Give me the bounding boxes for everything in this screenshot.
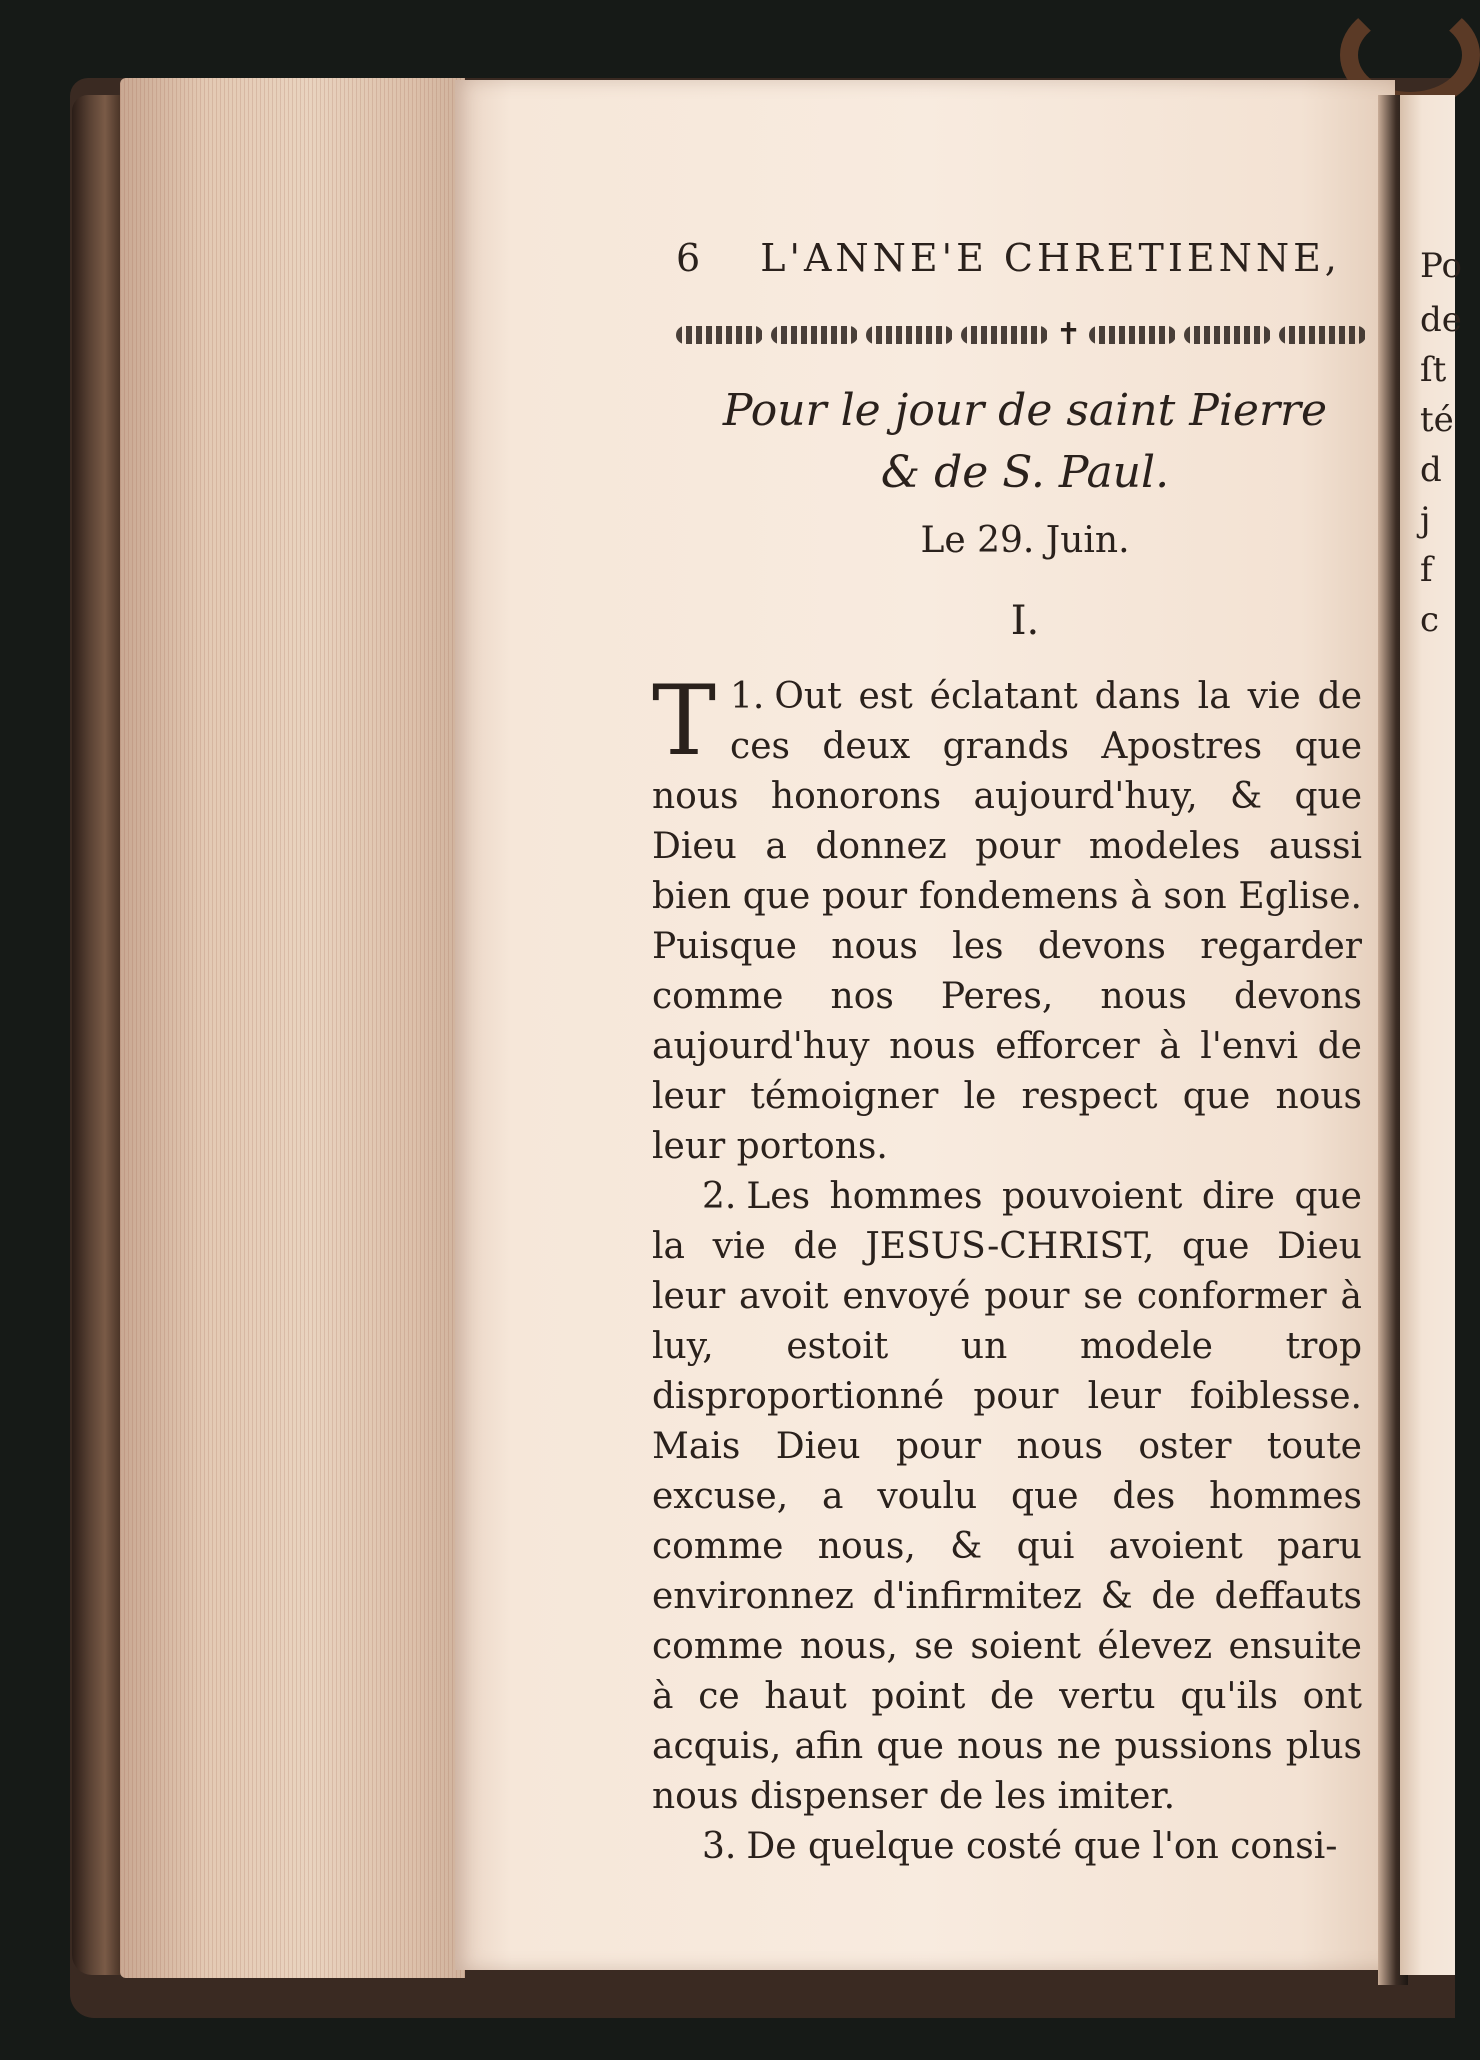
fleuron-icon <box>1279 326 1366 344</box>
paragraph-text: Les hommes pouvoient dire que la vie de JESUS-CHRIST, que Dieu leur avoit envoyé pour se conformer à luy, estoit un modele trop disproportionné pour leur foiblesse. Mais Dieu pour nous oster toute excuse, a voulu que des hommes comme nous, & qui avoient paru environnez d'infirmitez & de deffauts comme nous, se soient élevez ensuite à ce haut point de vertu qu'ils ont acquis, afin que nous ne pussions plus nous dispenser de les imiter. <box>652 1176 1362 1817</box>
page-edges <box>120 78 465 1978</box>
running-head <box>676 236 1356 292</box>
feast-date: Le 29. Juin. <box>920 520 1130 561</box>
right-page-fragment: d <box>1420 450 1442 490</box>
paragraph-number: 2. <box>702 1176 737 1217</box>
feast-title-line-1: Pour le jour de saint Pierre <box>722 385 1328 436</box>
right-page-fragment: té <box>1420 400 1454 440</box>
fleuron-icon <box>961 326 1048 344</box>
paragraph-number: 3. <box>702 1826 737 1867</box>
running-title: L'ANNE'E CHRETIENNE, <box>760 236 1341 280</box>
paragraph-number: 1. <box>730 676 765 717</box>
ornament-band <box>676 318 1366 352</box>
right-page-fragment: Po <box>1420 246 1462 286</box>
right-page-fragment: de <box>1420 300 1462 340</box>
paragraph-2 <box>652 1172 1362 1822</box>
body-text <box>652 665 1362 1872</box>
paragraph-3 <box>652 1822 1362 1872</box>
paragraph-text: De quelque costé que l'on consi- <box>746 1826 1338 1867</box>
cross-icon: ✝ <box>1055 317 1082 352</box>
fleuron-icon <box>771 326 858 344</box>
right-page-fragment: c <box>1420 600 1440 640</box>
fleuron-icon <box>1184 326 1271 344</box>
drop-cap: T <box>652 665 717 777</box>
page-number: 6 <box>676 236 705 280</box>
fleuron-icon <box>866 326 953 344</box>
fleuron-icon <box>676 326 763 344</box>
right-page-fragment: f <box>1420 550 1433 590</box>
right-page-fragment: j <box>1420 500 1431 540</box>
section-number: I. <box>1010 598 1040 644</box>
right-page-fragment: ſt <box>1420 350 1447 390</box>
fleuron-icon <box>1089 326 1176 344</box>
feast-title-line-2: & de S. Paul. <box>880 447 1170 498</box>
paragraph-text: Out est éclatant dans la vie de ces deux grands Apostres que nous honorons aujourd'huy, & que Dieu a donnez pour modeles aussi bien que pour fondemens à son Eglise. Puisque nous les devons regarder comme nos Peres, nous devons aujourd'huy nous efforcer à l'envi de leur témoigner le respect que nous leur portons. <box>652 676 1362 1167</box>
feast-title <box>690 380 1360 504</box>
paragraph-1 <box>652 665 1362 1172</box>
